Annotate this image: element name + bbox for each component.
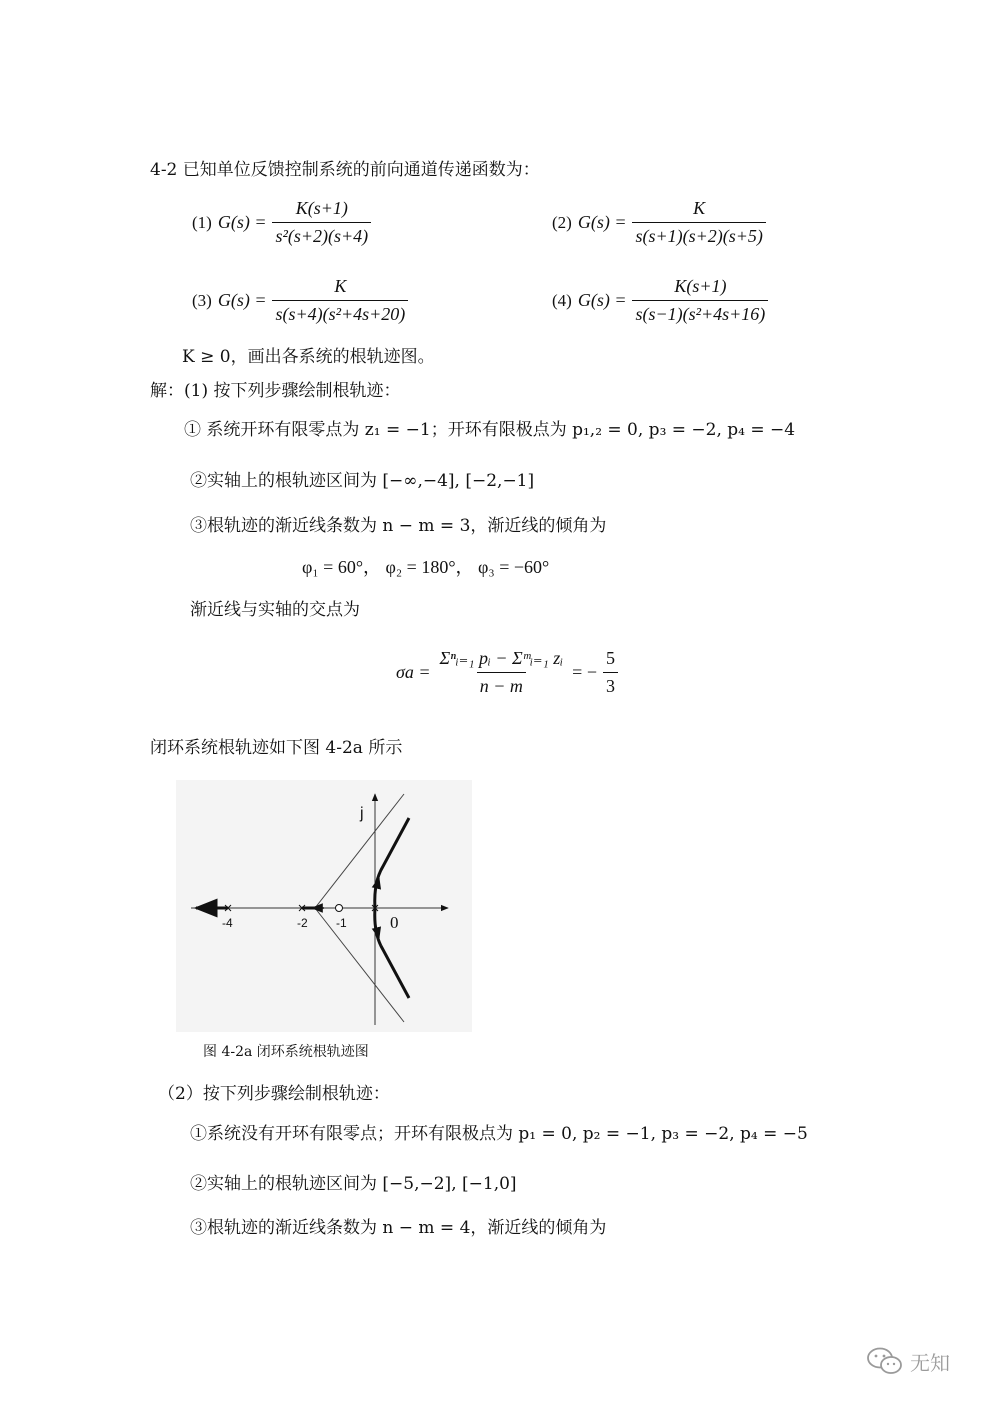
figure-reference: 闭环系统根轨迹如下图 4-2a 所示 (150, 738, 403, 758)
tf-lhs: G(s) = (577, 212, 627, 232)
sigma-denominator: n − m (477, 672, 526, 697)
sigma-lhs: σa = (396, 662, 431, 682)
sigma-numerator: Σⁿᵢ₌₁ pᵢ − Σᵐᵢ₌₁ zᵢ (439, 648, 564, 668)
part2-step2: ②实轴上的根轨迹区间为 [−5,−2], [−1,0] (190, 1174, 517, 1194)
part1-step2: ②实轴上的根轨迹区间为 [−∞,−4], [−2,−1] (190, 471, 535, 491)
figure-caption: 图 4-2a 闭环系统根轨迹图 (203, 1044, 369, 1060)
part1-intersection-text: 渐近线与实轴的交点为 (190, 600, 360, 620)
root-locus-plot (176, 780, 472, 1032)
sigma-eq-sign: = − (572, 662, 597, 682)
tf-numerator: K(s+1) (295, 198, 348, 218)
tf-numerator: K (334, 276, 347, 296)
part2-intro: （2）按下列步骤绘制根轨迹： (158, 1084, 390, 1104)
root-locus-figure (176, 780, 472, 1032)
tick-label-minus-1: -1 (336, 916, 347, 930)
tf-label: (4) (552, 290, 572, 310)
tf-denominator: s(s+1)(s+2)(s+5) (632, 222, 765, 247)
tf-fraction (632, 198, 765, 247)
sigma-equation (396, 648, 618, 697)
tf-label: (3) (192, 290, 212, 310)
tf-item-1 (192, 198, 371, 247)
axis-j-label: j (360, 805, 364, 822)
sigma-result-den: 3 (603, 672, 618, 697)
sigma-result (603, 648, 618, 697)
tf-numerator: K(s+1) (674, 276, 727, 296)
sigma-fraction (437, 648, 567, 697)
wechat-icon (866, 1346, 904, 1376)
tf-label: (1) (192, 212, 212, 232)
part2-step3: ③根轨迹的渐近线条数为 n − m = 4，渐近线的倾角为 (190, 1218, 607, 1238)
part1-step3: ③根轨迹的渐近线条数为 n − m = 3，渐近线的倾角为 (190, 516, 607, 536)
tick-label-minus-4: -4 (222, 916, 233, 930)
problem-condition: K ≥ 0，画出各系统的根轨迹图。 (182, 347, 435, 367)
tf-fraction (272, 276, 408, 325)
sigma-result-num: 5 (605, 648, 615, 668)
tf-item-2 (552, 198, 766, 247)
part1-angles: φ₁ = 60°， φ₂ = 180°， φ₃ = −60° (302, 557, 550, 577)
tf-label: (2) (552, 212, 572, 232)
tick-label-zero: 0 (390, 913, 399, 932)
watermark (866, 1346, 950, 1376)
tf-lhs: G(s) = (577, 290, 627, 310)
tf-lhs: G(s) = (217, 212, 267, 232)
problem-heading: 4-2 已知单位反馈控制系统的前向通道传递函数为： (150, 160, 540, 180)
tf-fraction (632, 276, 768, 325)
watermark-text: 无知 (910, 1350, 950, 1375)
tf-lhs: G(s) = (217, 290, 267, 310)
part2-step1: ①系统没有开环有限零点；开环有限极点为 p₁ = 0, p₂ = −1, p₃ = −2, p₄ = −5 (190, 1124, 808, 1144)
tf-numerator: K (693, 198, 706, 218)
solution-intro: 解：(1) 按下列步骤绘制根轨迹： (150, 381, 401, 401)
tf-item-3 (192, 276, 408, 325)
tf-denominator: s(s−1)(s²+4s+16) (632, 300, 768, 325)
tick-label-minus-2: -2 (297, 916, 308, 930)
tf-fraction (272, 198, 371, 247)
tf-denominator: s(s+4)(s²+4s+20) (272, 300, 408, 325)
locus-upper-branch (375, 818, 409, 908)
zero-minus-1 (336, 905, 343, 912)
part1-step1: ① 系统开环有限零点为 z₁ = −1；开环有限极点为 p₁,₂ = 0, p₃ = −2, p₄ = −4 (184, 420, 796, 440)
tf-item-4 (552, 276, 768, 325)
tf-denominator: s²(s+2)(s+4) (272, 222, 371, 247)
